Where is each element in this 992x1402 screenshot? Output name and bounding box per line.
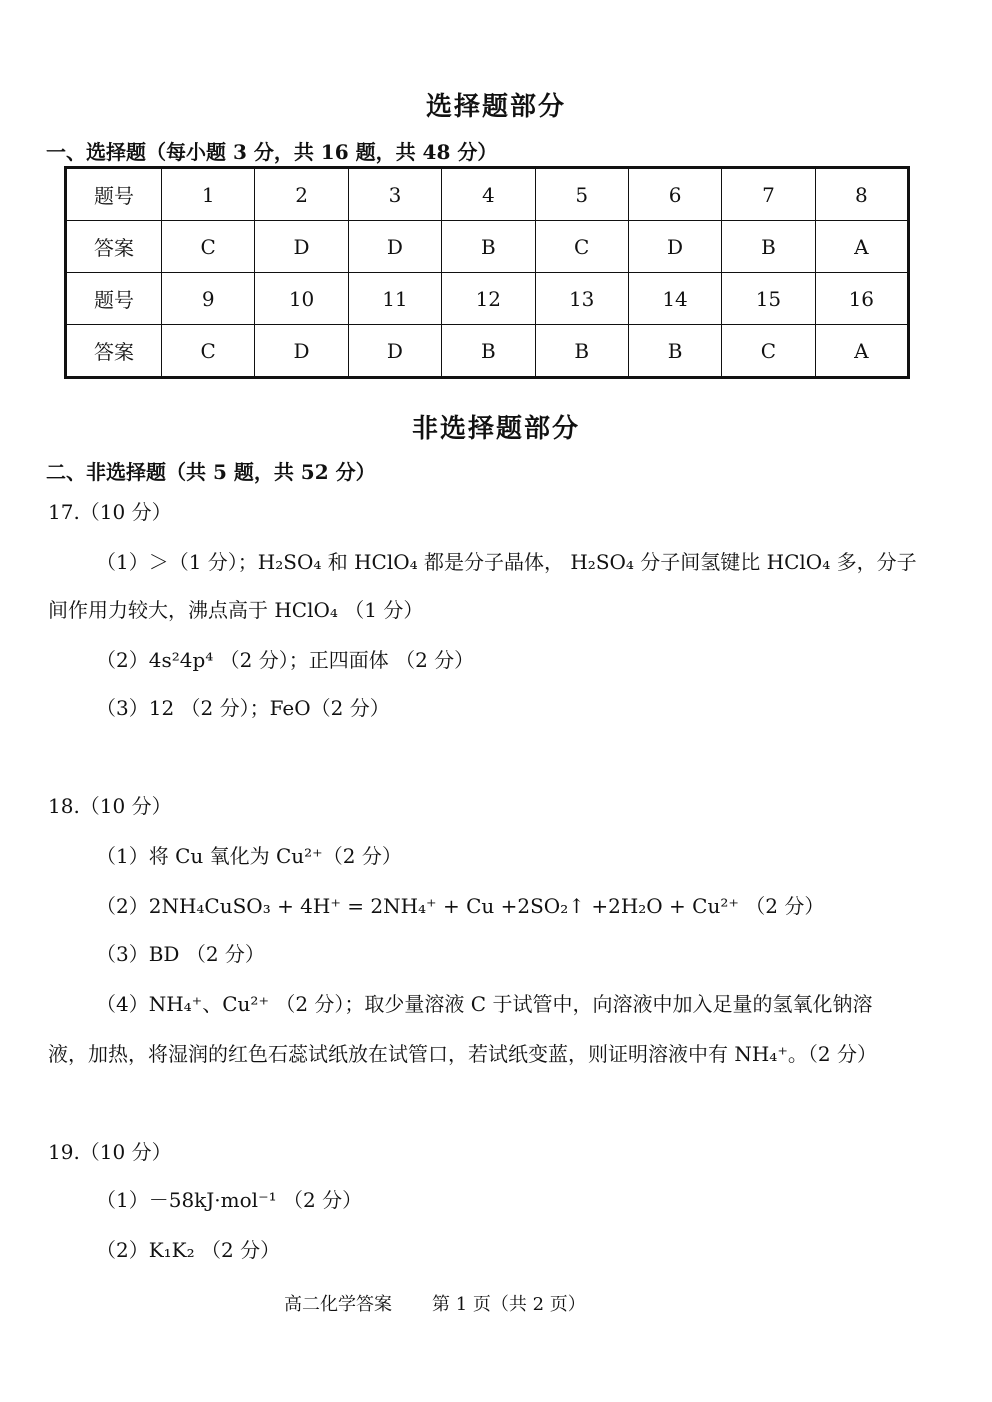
q19-part2: （2）K₁K₂ （2 分） xyxy=(96,1238,281,1262)
table-row xyxy=(66,168,909,221)
table-cell: B xyxy=(442,221,535,273)
table-cell: D xyxy=(348,221,441,273)
table-cell: 10 xyxy=(255,273,348,325)
table-cell: 7 xyxy=(722,168,815,221)
table-cell: D xyxy=(255,325,348,378)
table-cell: B xyxy=(442,325,535,378)
q17-part3: （3）12 （2 分）；FeO（2 分） xyxy=(96,696,390,720)
section-one-heading: 一、选择题（每小题 3 分，共 16 题，共 48 分） xyxy=(46,140,498,164)
table-cell: 16 xyxy=(815,273,908,325)
q18-part3: （3）BD （2 分） xyxy=(96,942,265,966)
q17-part2: （2）4s²4p⁴ （2 分）；正四面体 （2 分） xyxy=(96,648,475,672)
q17-part1-line2: 间作用力较大，沸点高于 HClO₄ （1 分） xyxy=(48,598,424,622)
table-cell: D xyxy=(255,221,348,273)
table-row-header: 题号 xyxy=(66,273,162,325)
table-cell: 14 xyxy=(628,273,721,325)
q17-part1-line1: （1）＞（1 分）；H₂SO₄ 和 HClO₄ 都是分子晶体， H₂SO₄ 分子间氢键比 HClO₄ 多，分子 xyxy=(96,550,917,574)
choice-part-title: 选择题部分 xyxy=(425,92,566,122)
table-cell: C xyxy=(162,325,255,378)
table-cell: 2 xyxy=(255,168,348,221)
table-cell: D xyxy=(348,325,441,378)
table-cell: 1 xyxy=(162,168,255,221)
footer-doc-title: 高二化学答案 xyxy=(284,1294,392,1315)
answer-table xyxy=(64,166,910,379)
q19-part1: （1）－58kJ·mol⁻¹ （2 分） xyxy=(96,1188,363,1212)
table-row-header: 题号 xyxy=(66,168,162,221)
table-row-header: 答案 xyxy=(66,325,162,378)
section-two-heading: 二、非选择题（共 5 题，共 52 分） xyxy=(46,460,376,484)
table-cell: 11 xyxy=(348,273,441,325)
table-row-header: 答案 xyxy=(66,221,162,273)
table-cell: 15 xyxy=(722,273,815,325)
q18-part4-line2: 液，加热，将湿润的红色石蕊试纸放在试管口，若试纸变蓝，则证明溶液中有 NH₄⁺。（2 分） xyxy=(48,1042,877,1066)
table-cell: 5 xyxy=(535,168,628,221)
q17-heading: 17.（10 分） xyxy=(48,500,172,524)
footer-page-number: 第 1 页（共 2 页） xyxy=(432,1294,586,1315)
q18-part4-line1: （4）NH₄⁺、Cu²⁺ （2 分）；取少量溶液 C 于试管中，向溶液中加入足量的氢氧化钠溶 xyxy=(96,992,873,1016)
table-cell: 3 xyxy=(348,168,441,221)
table-cell: 12 xyxy=(442,273,535,325)
q18-heading: 18.（10 分） xyxy=(48,794,172,818)
table-cell: 6 xyxy=(628,168,721,221)
table-cell: 8 xyxy=(815,168,908,221)
table-cell: C xyxy=(722,325,815,378)
table-row xyxy=(66,273,909,325)
table-cell: A xyxy=(815,325,908,378)
nonchoice-part-title: 非选择题部分 xyxy=(411,414,580,444)
page-footer xyxy=(284,1290,626,1316)
table-cell: B xyxy=(628,325,721,378)
table-row xyxy=(66,325,909,378)
table-cell: C xyxy=(162,221,255,273)
table-cell: B xyxy=(535,325,628,378)
table-cell: 13 xyxy=(535,273,628,325)
table-cell: C xyxy=(535,221,628,273)
table-row xyxy=(66,221,909,273)
table-cell: 4 xyxy=(442,168,535,221)
q18-part2: （2）2NH₄CuSO₃ + 4H⁺ = 2NH₄⁺ + Cu +2SO₂↑ +2H₂O + Cu²⁺ （2 分） xyxy=(96,894,825,918)
q19-heading: 19.（10 分） xyxy=(48,1140,172,1164)
table-cell: 9 xyxy=(162,273,255,325)
table-cell: D xyxy=(628,221,721,273)
table-cell: A xyxy=(815,221,908,273)
q18-part1: （1）将 Cu 氧化为 Cu²⁺（2 分） xyxy=(96,844,402,868)
table-cell: B xyxy=(722,221,815,273)
